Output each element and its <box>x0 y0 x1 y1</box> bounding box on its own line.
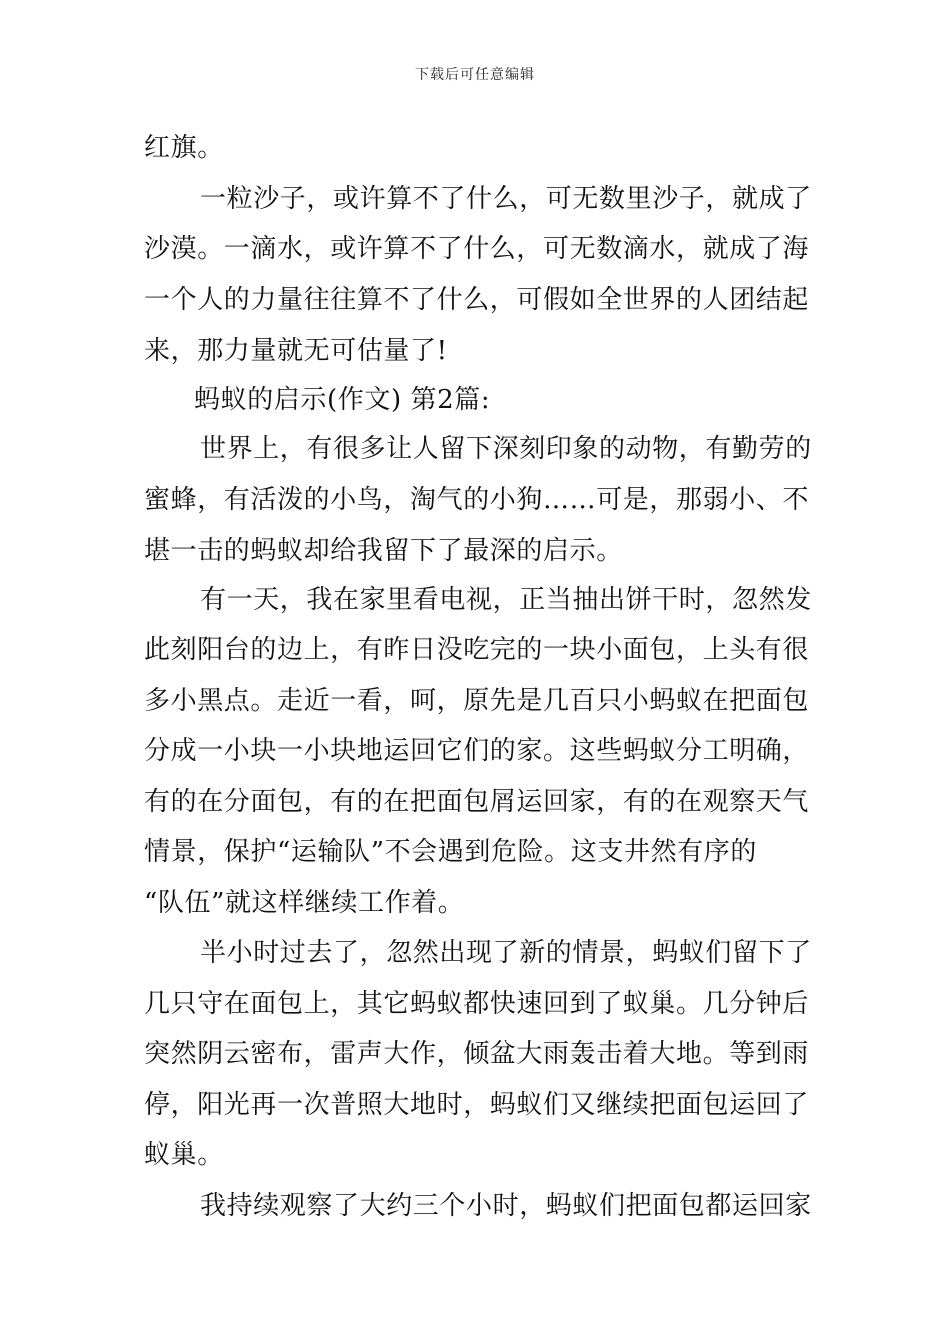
text-line: 突然阴云密布，雷声大作，倾盆大雨轰击着大地。等到雨 <box>144 1039 810 1069</box>
text-line: 分成一小块一小块地运回它们的家。这些蚂蚁分工明确， <box>144 736 810 766</box>
text-line: 多小黑点。走近一看，呵，原先是几百只小蚂蚁在把面包 <box>144 686 810 716</box>
section-heading: 蚂蚁的启示(作文) 第2篇: <box>194 385 491 415</box>
text-line: 蜜蜂，有活泼的小鸟，淘气的小狗……可是，那弱小、不 <box>144 485 810 515</box>
text-line: 有一天，我在家里看电视，正当抽出饼干时，忽然发 <box>200 585 812 615</box>
text-line: 情景，保护“运输队”不会遇到危险。这支井然有序的 <box>144 837 757 867</box>
text-line: 此刻阳台的边上，有昨日没吃完的一块小面包，上头有很 <box>144 635 810 665</box>
page-header: 下载后可任意编辑 <box>415 67 535 83</box>
text-line: 几只守在面包上，其它蚂蚁都快速回到了蚁巢。几分钟后 <box>144 989 810 1019</box>
text-line: 红旗。 <box>144 133 224 163</box>
text-line: 停，阳光再一次普照大地时，蚂蚁们又继续把面包运回了 <box>144 1090 810 1120</box>
text-line: 一个人的力量往往算不了什么，可假如全世界的人团结起 <box>144 285 810 315</box>
text-line: 我持续观察了大约三个小时，蚂蚁们把面包都运回家 <box>200 1191 812 1221</box>
text-line: 世界上，有很多让人留下深刻印象的动物，有勤劳的 <box>200 434 812 464</box>
text-line: 有的在分面包，有的在把面包屑运回家，有的在观察天气 <box>144 787 810 817</box>
text-line: 蚁巢。 <box>144 1140 224 1170</box>
text-line: 来，那力量就无可估量了! <box>144 336 448 366</box>
text-line: 一粒沙子，或许算不了什么，可无数里沙子，就成了 <box>200 184 812 214</box>
text-line: 沙漠。一滴水，或许算不了什么，可无数滴水，就成了海 <box>144 234 810 264</box>
text-line: 堪一击的蚂蚁却给我留下了最深的启示。 <box>144 536 623 566</box>
text-line: “队伍”就这样继续工作着。 <box>144 888 465 918</box>
text-line: 半小时过去了，忽然出现了新的情景，蚂蚁们留下了 <box>200 938 812 968</box>
